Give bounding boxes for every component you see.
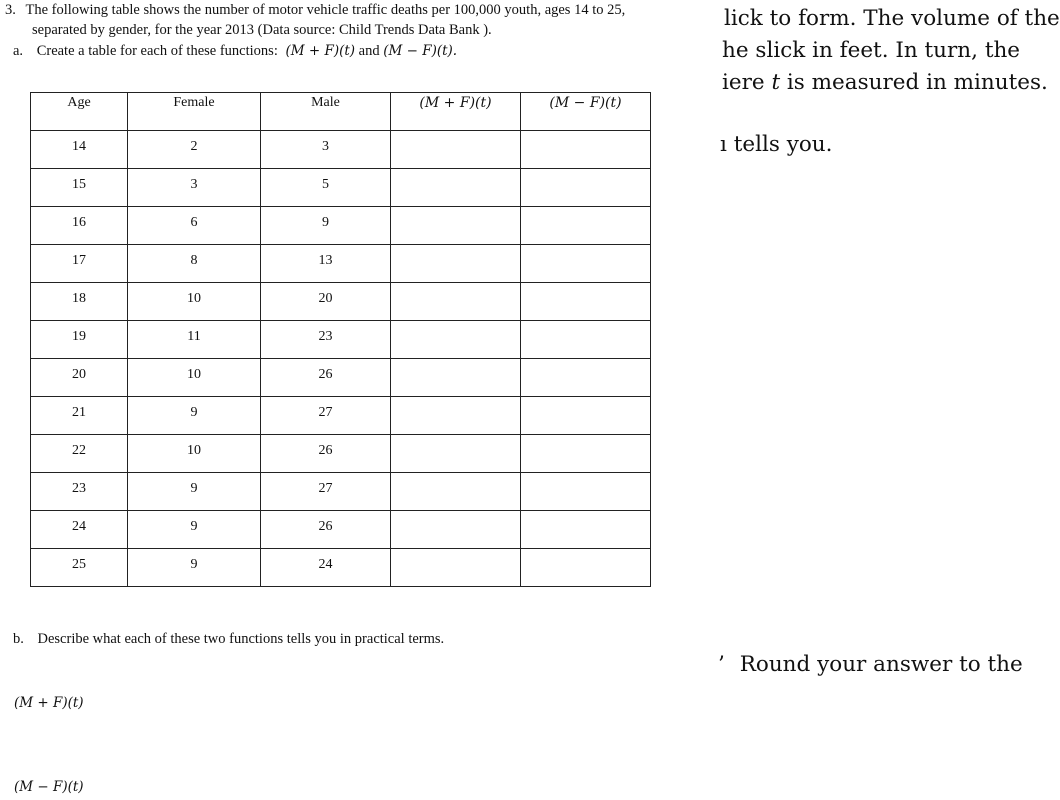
bg-line-1: lick to form. The volume of the — [724, 6, 1060, 31]
sum-cell — [391, 321, 521, 359]
diff-cell — [521, 473, 651, 511]
part-a-line — [13, 43, 457, 60]
table-row — [31, 473, 651, 511]
female-cell: 9 — [128, 473, 261, 511]
table-row — [31, 245, 651, 283]
and-word: and — [358, 43, 380, 59]
bg-line-2: he slick in feet. In turn, the — [722, 38, 1021, 63]
age-cell: 24 — [31, 511, 128, 549]
female-cell: 6 — [128, 207, 261, 245]
age-cell: 25 — [31, 549, 128, 587]
sum-cell — [391, 131, 521, 169]
male-cell: 27 — [261, 473, 391, 511]
female-cell: 2 — [128, 131, 261, 169]
table-row — [31, 549, 651, 587]
male-cell: 26 — [261, 511, 391, 549]
sum-cell — [391, 359, 521, 397]
female-cell: 10 — [128, 435, 261, 473]
table-header-row — [31, 93, 651, 131]
age-cell: 23 — [31, 473, 128, 511]
bg-line-3 — [722, 70, 1048, 95]
age-cell: 20 — [31, 359, 128, 397]
male-cell: 3 — [261, 131, 391, 169]
age-cell: 22 — [31, 435, 128, 473]
sum-cell — [391, 435, 521, 473]
bg-line-5 — [718, 652, 1023, 677]
sum-cell — [391, 397, 521, 435]
header-female: Female — [128, 93, 261, 131]
diff-cell — [521, 207, 651, 245]
female-cell: 10 — [128, 359, 261, 397]
male-cell: 5 — [261, 169, 391, 207]
background-page-text — [700, 0, 1060, 800]
male-cell: 27 — [261, 397, 391, 435]
table-row — [31, 511, 651, 549]
age-cell: 21 — [31, 397, 128, 435]
table-row — [31, 359, 651, 397]
sum-cell — [391, 511, 521, 549]
answer-label-sum: (M + F)(t) — [14, 695, 84, 711]
question-text-1: The following table shows the number of motor vehicle traffic deaths per 100,000 youth, ages 14 to 25, — [25, 2, 626, 18]
part-a-text: Create a table for each of these functions: — [36, 43, 278, 59]
diff-cell — [521, 397, 651, 435]
table-row — [31, 207, 651, 245]
diff-cell — [521, 359, 651, 397]
diff-cell — [521, 321, 651, 359]
female-cell: 3 — [128, 169, 261, 207]
diff-cell — [521, 435, 651, 473]
diff-cell — [521, 283, 651, 321]
sum-cell — [391, 245, 521, 283]
male-cell: 24 — [261, 549, 391, 587]
female-cell: 8 — [128, 245, 261, 283]
sum-cell — [391, 169, 521, 207]
part-b-label: b. — [13, 631, 24, 647]
female-cell: 9 — [128, 511, 261, 549]
bg-line-5-mark: ’ — [718, 652, 725, 677]
table-row — [31, 397, 651, 435]
male-cell: 26 — [261, 359, 391, 397]
question-number: 3. — [5, 2, 16, 18]
bg-line-3-var: t — [771, 70, 781, 95]
female-cell: 9 — [128, 397, 261, 435]
table-row — [31, 131, 651, 169]
table-row — [31, 321, 651, 359]
part-a-label: a. — [13, 43, 24, 59]
func-sum-inline: (M + F)(t) — [285, 43, 356, 59]
sum-cell — [391, 549, 521, 587]
func-diff-inline: (M − F)(t). — [383, 43, 458, 59]
table-row — [31, 283, 651, 321]
diff-cell — [521, 549, 651, 587]
table-row — [31, 169, 651, 207]
male-cell: 13 — [261, 245, 391, 283]
sum-cell — [391, 473, 521, 511]
female-cell: 11 — [128, 321, 261, 359]
header-sum: (M + F)(t) — [391, 93, 521, 131]
bg-line-4: ı tells you. — [720, 132, 833, 157]
question-line-2: separated by gender, for the year 2013 (Data source: Child Trends Data Bank ). — [32, 22, 492, 38]
bg-line-3-post: is measured in minutes. — [780, 70, 1048, 95]
age-cell: 15 — [31, 169, 128, 207]
female-cell: 10 — [128, 283, 261, 321]
diff-cell — [521, 131, 651, 169]
sum-cell — [391, 207, 521, 245]
answer-label-diff: (M − F)(t) — [14, 779, 84, 795]
male-cell: 9 — [261, 207, 391, 245]
age-cell: 17 — [31, 245, 128, 283]
male-cell: 20 — [261, 283, 391, 321]
age-cell: 14 — [31, 131, 128, 169]
table-row — [31, 435, 651, 473]
male-cell: 23 — [261, 321, 391, 359]
diff-cell — [521, 169, 651, 207]
header-male: Male — [261, 93, 391, 131]
age-cell: 19 — [31, 321, 128, 359]
header-diff: (M − F)(t) — [521, 93, 651, 131]
male-cell: 26 — [261, 435, 391, 473]
bg-line-5-text: Round your answer to the — [739, 652, 1023, 677]
diff-cell — [521, 511, 651, 549]
deaths-table — [30, 92, 651, 587]
question-line-1 — [5, 2, 625, 19]
female-cell: 9 — [128, 549, 261, 587]
age-cell: 18 — [31, 283, 128, 321]
header-age: Age — [31, 93, 128, 131]
part-b-line — [13, 631, 444, 648]
age-cell: 16 — [31, 207, 128, 245]
sum-cell — [391, 283, 521, 321]
diff-cell — [521, 245, 651, 283]
bg-line-3-pre: iere — [722, 70, 772, 95]
part-b-text: Describe what each of these two functions tells you in practical terms. — [37, 631, 445, 647]
